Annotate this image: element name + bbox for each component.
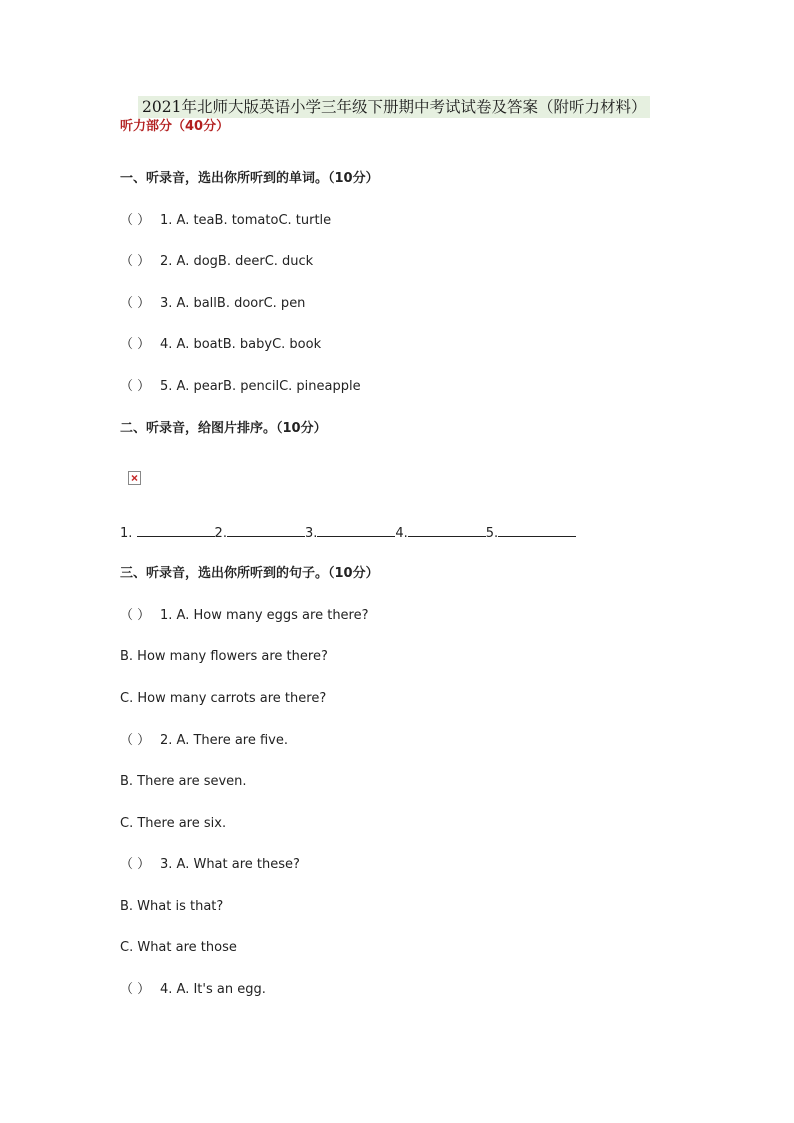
option-line: B. How many flowers are there? xyxy=(120,649,328,664)
question-text: 2. A. There are five. xyxy=(160,733,289,748)
question-text: 4. A. It's an egg. xyxy=(160,982,266,997)
section2-heading: 二、听录音，给图片排序。（10分） xyxy=(120,421,327,436)
question-3-2 xyxy=(120,732,288,750)
answer-blank xyxy=(408,524,486,537)
blank-number: 5. xyxy=(485,526,499,541)
option-line: C. How many carrots are there? xyxy=(120,691,327,706)
answer-paren: （ ） xyxy=(120,608,151,623)
answer-blank xyxy=(317,524,395,537)
option-line: C. What are those xyxy=(120,940,237,955)
question-text: 3. A. What are these? xyxy=(160,857,300,872)
blank-number: 4. xyxy=(395,526,408,541)
answer-paren: （ ） xyxy=(120,337,151,352)
answer-blank xyxy=(498,524,576,537)
answer-paren: （ ） xyxy=(120,733,151,748)
question-text: 2. A. dogB. deerC. duck xyxy=(160,254,314,269)
broken-image-icon xyxy=(128,471,141,485)
listening-part-heading: 听力部分（40分） xyxy=(120,119,230,134)
question-1-3 xyxy=(120,295,305,313)
question-1-2 xyxy=(120,253,313,271)
answer-paren: （ ） xyxy=(120,296,151,311)
question-3-4 xyxy=(120,981,266,999)
section3-heading: 三、听录音，选出你所听到的句子。（10分） xyxy=(120,566,379,581)
answer-paren: （ ） xyxy=(120,857,151,872)
question-text: 1. A. How many eggs are there? xyxy=(160,608,369,623)
section1-heading: 一、听录音，选出你所听到的单词。（10分） xyxy=(120,171,379,186)
question-1-5 xyxy=(120,378,361,396)
ordering-blanks xyxy=(120,524,576,543)
question-text: 3. A. ballB. doorC. pen xyxy=(160,296,306,311)
answer-paren: （ ） xyxy=(120,254,151,269)
question-3-1 xyxy=(120,607,369,625)
blank-number: 3. xyxy=(304,526,318,541)
question-text: 5. A. pearB. pencilC. pineapple xyxy=(160,379,361,394)
answer-blank xyxy=(137,524,215,537)
answer-blank xyxy=(227,524,305,537)
answer-paren: （ ） xyxy=(120,982,151,997)
question-1-4 xyxy=(120,336,321,354)
answer-paren: （ ） xyxy=(120,379,151,394)
option-line: C. There are six. xyxy=(120,816,227,831)
question-1-1 xyxy=(120,212,331,230)
question-text: 4. A. boatB. babyC. book xyxy=(160,337,322,352)
blank-number: 2. xyxy=(214,526,227,541)
option-line: B. There are seven. xyxy=(120,774,247,789)
document-title: 2021年北师大版英语小学三年级下册期中考试试卷及答案（附听力材料） xyxy=(138,96,650,118)
question-text: 1. A. teaB. tomatoC. turtle xyxy=(160,213,332,228)
question-3-3 xyxy=(120,856,300,874)
blank-number: 1. xyxy=(120,526,133,541)
option-line: B. What is that? xyxy=(120,899,224,914)
answer-paren: （ ） xyxy=(120,213,151,228)
